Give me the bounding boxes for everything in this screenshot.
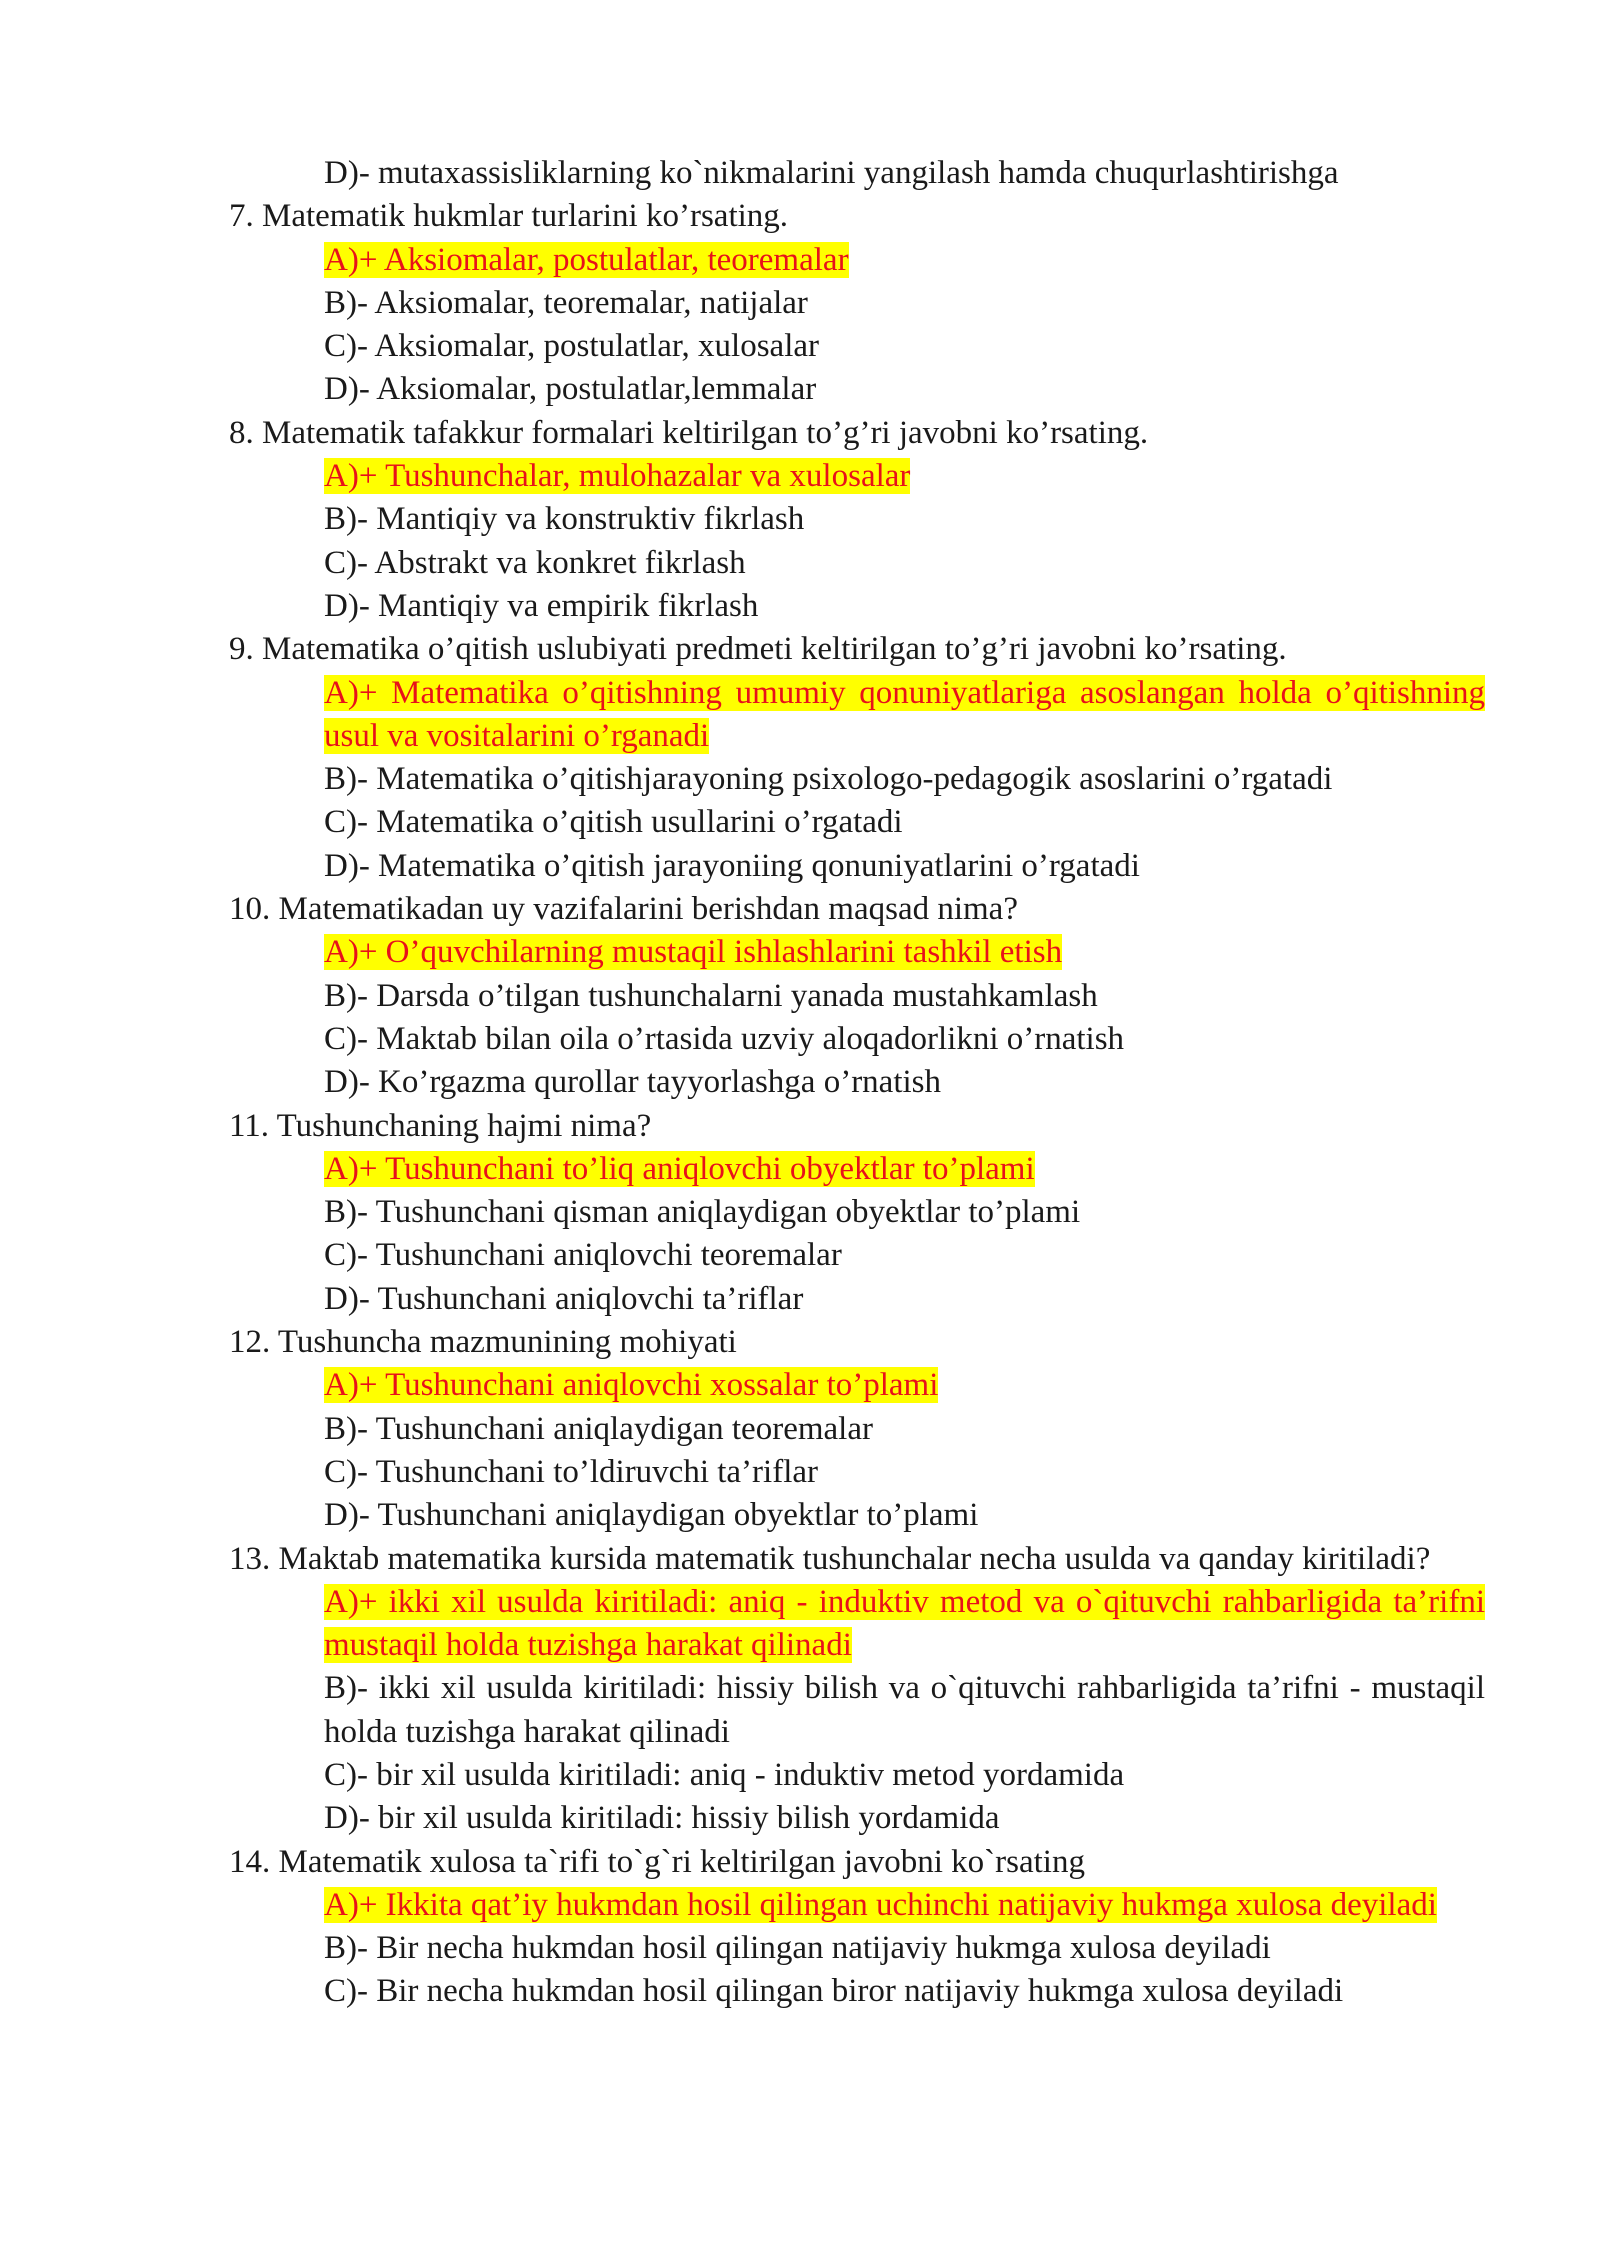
option-a-correct <box>229 239 1485 282</box>
option-d: D)- Ko’rgazma qurollar tayyorlashga o’rnatish <box>324 1064 942 1101</box>
correct-answer-highlight: A)+ Matematika o’qitishning umumiy qonuniyatlariga asoslangan holda o’qitishning usul va vositalarini o’rganadi <box>324 674 1485 754</box>
correct-answer-highlight: A)+ Tushunchalar, mulohazalar va xulosalar <box>324 458 911 495</box>
option-d: D)- Tushunchani aniqlaydigan obyektlar to’plami <box>324 1497 979 1534</box>
option-d: D)- bir xil usulda kiritiladi: hissiy bilish yordamida <box>324 1800 1000 1837</box>
option-c: C)- bir xil usulda kiritiladi: aniq - induktiv metod yordamida <box>324 1756 1125 1793</box>
option-a-correct <box>229 1884 1485 1927</box>
test-questions <box>229 152 1485 2014</box>
option-b: B)- Darsda o’tilgan tushunchalarni yanada mustahkamlash <box>324 977 1098 1014</box>
question-13: 13. Maktab matematika kursida matematik tushunchalar necha usulda va qanday kiritiladi? <box>229 1540 1431 1577</box>
option-a-correct <box>229 672 1485 759</box>
question-12: 12. Tushuncha mazmunining mohiyati <box>229 1324 737 1361</box>
option-c: C)- Abstrakt va konkret fikrlash <box>324 544 746 581</box>
question-14: 14. Matematik xulosa ta`rifi to`g`ri keltirilgan javobni ko`rsating <box>229 1843 1085 1880</box>
option-a-correct <box>229 1581 1485 1668</box>
correct-answer-highlight: A)+ O’quvchilarning mustaqil ishlashlarini tashkil etish <box>324 934 1063 971</box>
option-a-correct <box>229 931 1485 974</box>
option-c: C)- Matematika o’qitish usullarini o’rgatadi <box>324 804 903 841</box>
option-c: C)- Tushunchani to’ldiruvchi ta’riflar <box>324 1453 819 1490</box>
option-d: D)- Matematika o’qitish jarayoniing qonuniyatlarini o’rgatadi <box>324 847 1140 884</box>
option-d: D)- Tushunchani aniqlovchi ta’riflar <box>324 1280 804 1317</box>
option-b: B)- Tushunchani aniqlaydigan teoremalar <box>324 1410 873 1447</box>
correct-answer-highlight: A)+ ikki xil usulda kiritiladi: aniq - induktiv metod va o`qituvchi rahbarligida ta’rifni mustaqil holda tuzishga harakat qilinadi <box>324 1583 1485 1664</box>
correct-answer-highlight: A)+ Tushunchani to’liq aniqlovchi obyektlar to’plami <box>324 1150 1035 1187</box>
option-d: D)- mutaxassisliklarning ko`nikmalarini yangilash hamda chuqurlashtirishga <box>324 155 1339 191</box>
option-c: C)- Aksiomalar, postulatlar, xulosalar <box>324 328 819 365</box>
option-b: B)- Aksiomalar, teoremalar, natijalar <box>324 284 808 321</box>
option-a-correct <box>229 455 1485 498</box>
question-8: 8. Matematik tafakkur formalari keltirilgan to’g’ri javobni ko’rsating. <box>229 414 1149 451</box>
question-9: 9. Matematika o’qitish uslubiyati predmeti keltirilgan to’g’ri javobni ko’rsating. <box>229 631 1287 668</box>
correct-answer-highlight: A)+ Ikkita qat’iy hukmdan hosil qilingan uchinchi natijaviy hukmga xulosa deyiladi <box>324 1886 1437 1923</box>
option-b: B)- Bir necha hukmdan hosil qilingan natijaviy hukmga xulosa deyiladi <box>324 1930 1271 1967</box>
option-a-correct <box>229 1364 1485 1407</box>
option-c: C)- Bir necha hukmdan hosil qilingan biror natijaviy hukmga xulosa deyiladi <box>324 1973 1344 2010</box>
question-11: 11. Tushunchaning hajmi nima? <box>229 1107 652 1144</box>
option-c: C)- Maktab bilan oila o’rtasida uzviy aloqadorlikni o’rnatish <box>324 1020 1125 1057</box>
correct-answer-highlight: A)+ Aksiomalar, postulatlar, teoremalar <box>324 241 849 278</box>
question-10: 10. Matematikadan uy vazifalarini berishdan maqsad nima? <box>229 891 1018 928</box>
correct-answer-highlight: A)+ Tushunchani aniqlovchi xossalar to’plami <box>324 1367 939 1404</box>
option-d: D)- Mantiqiy va empirik fikrlash <box>324 587 759 624</box>
option-b: B)- ikki xil usulda kiritiladi: hissiy bilish va o`qituvchi rahbarligida ta’rifni - mustaqil holda tuzishga harakat qilinadi <box>324 1670 1485 1750</box>
option-b: B)- Mantiqiy va konstruktiv fikrlash <box>324 501 805 538</box>
question-7: 7. Matematik hukmlar turlarini ko’rsating. <box>229 198 789 235</box>
option-b: B)- Tushunchani qisman aniqlaydigan obyektlar to’plami <box>324 1194 1081 1231</box>
option-b: B)- Matematika o’qitishjarayoning psixologo-pedagogik asoslarini o’rgatadi <box>324 761 1333 798</box>
option-d: D)- Aksiomalar, postulatlar,lemmalar <box>324 371 817 408</box>
option-c: C)- Tushunchani aniqlovchi teoremalar <box>324 1237 842 1274</box>
option-a-correct <box>229 1148 1485 1191</box>
